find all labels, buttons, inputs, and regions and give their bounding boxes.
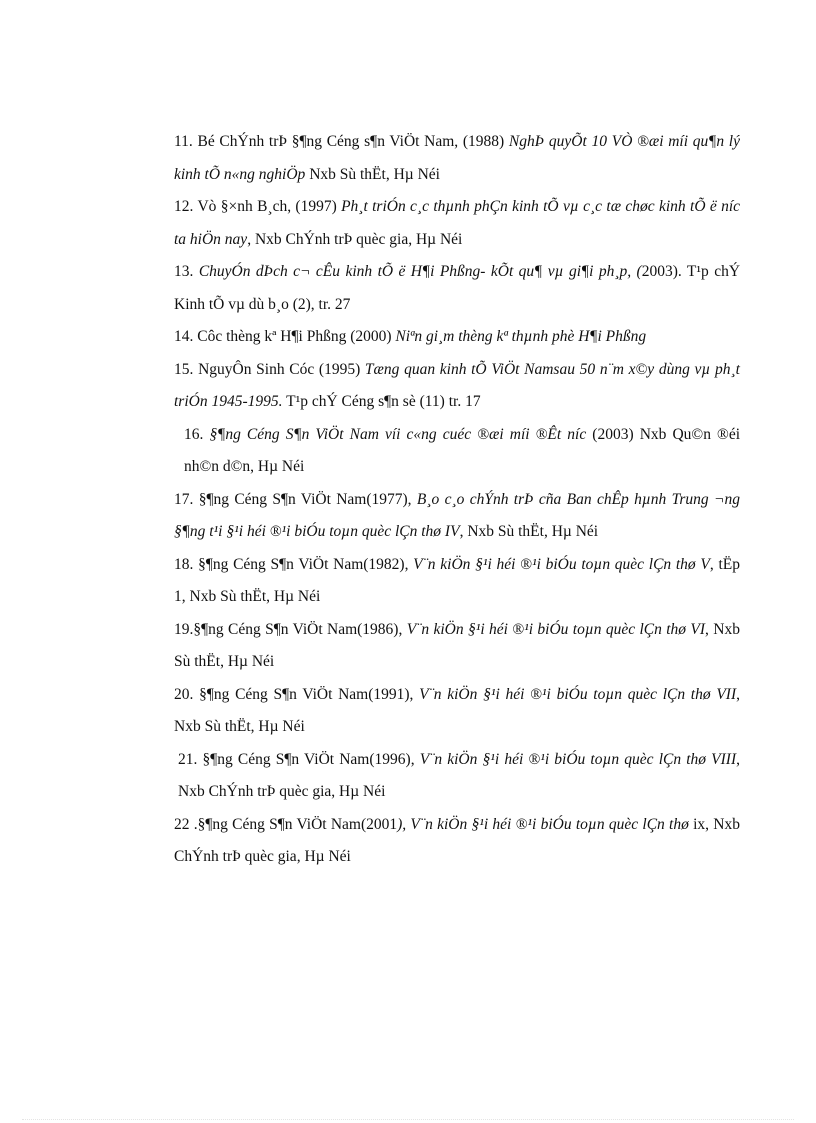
reference-tail: , Nxb ChÝnh trÞ quèc gia, Hµ Néi	[178, 750, 740, 800]
reference-item-19	[174, 614, 740, 679]
reference-title: §¶ng Céng S¶n ViÖt Nam víi c«ng cuéc ®æi míi ®Êt níc	[209, 425, 587, 443]
reference-tail: , tËp 1, Nxb Sù thËt, Hµ Néi	[174, 555, 740, 605]
reference-lead: 15. NguyÔn Sinh Cóc (1995)	[174, 360, 365, 378]
reference-title: NghÞ quyÕt 10 VÒ ®æi míi qu¶n lý kinh tÕ n«ng nghiÖp	[174, 133, 740, 183]
reference-title: V¨n kiÖn §¹i héi ®¹i biÓu toµn quèc lÇn thø VI	[406, 620, 706, 638]
reference-tail: , Nxb Sù thËt, Hµ Néi	[174, 620, 740, 670]
reference-item-14	[174, 321, 740, 354]
reference-lead: 22 .§¶ng Céng S¶n ViÖt Nam(2001	[174, 815, 398, 833]
reference-item-15	[174, 354, 740, 419]
reference-title: Tæng quan kinh tÕ ViÖt Namsau 50 n¨m x©y dùng vµ ph¸t triÓn 1945-1995.	[174, 360, 740, 410]
reference-tail: ix, Nxb ChÝnh trÞ quèc gia, Hµ Néi	[174, 815, 740, 865]
reference-title: B¸o c¸o chÝnh trÞ cña Ban chÊp hµnh Trung ¬ng §¶ng t¹i §¹i héi ®¹i biÓu toµn quèc lÇn thø IV	[174, 490, 740, 540]
reference-title: V¨n kiÖn §¹i héi ®¹i biÓu toµn quèc lÇn thø VIII	[419, 750, 737, 768]
reference-lead: 11. Bé ChÝnh trÞ §¶ng Céng s¶n ViÖt Nam, (1988)	[174, 133, 509, 150]
reference-item-17	[174, 484, 740, 549]
reference-tail: , Nxb ChÝnh trÞ quèc gia, Hµ Néi	[247, 230, 463, 248]
reference-title: ), V¨n kiÖn §¹i héi ®¹i biÓu toµn quèc lÇn thø	[397, 815, 694, 833]
reference-item-12	[174, 191, 740, 256]
reference-lead: 12. Vò §×nh B¸ch, (1997)	[174, 198, 342, 215]
reference-lead: 13.	[174, 263, 199, 280]
reference-item-20	[174, 679, 740, 744]
reference-tail: Nxb Sù thËt, Hµ Néi	[305, 165, 440, 183]
reference-title: V¨n kiÖn §¹i héi ®¹i biÓu toµn quèc lÇn thø V	[413, 555, 710, 573]
reference-title: Ph¸t triÓn c¸c thµnh phÇn kinh tÕ vµ c¸c tæ chøc kinh tÕ ë níc ta hiÖn nay	[174, 198, 741, 248]
reference-list	[174, 126, 740, 874]
reference-lead: 21. §¶ng Céng S¶n ViÖt Nam(1996),	[178, 750, 420, 768]
reference-tail: , Nxb Sù thËt, Hµ Néi	[459, 523, 599, 540]
reference-tail: (2003) Nxb Qu©n ®éi nh©n d©n, Hµ Néi	[184, 425, 741, 475]
reference-lead: 17. §¶ng Céng S¶n ViÖt Nam(1977),	[174, 490, 417, 508]
reference-title: ChuyÓn dÞch c¬ cÊu kinh tÕ ë H¶i Phßng- kÕt qu¶ vµ gi¶i ph¸p, (	[198, 263, 642, 280]
reference-item-16	[174, 419, 740, 484]
reference-item-11	[174, 126, 740, 191]
reference-lead: 18. §¶ng Céng S¶n ViÖt Nam(1982),	[174, 555, 414, 573]
reference-title: Niªn gi¸m thèng kª thµnh phè H¶i Phßng	[395, 328, 647, 345]
reference-lead: 19.§¶ng Céng S¶n ViÖt Nam(1986),	[174, 620, 407, 638]
reference-lead: 20. §¶ng Céng S¶n ViÖt Nam(1991),	[174, 685, 420, 703]
reference-item-22	[174, 809, 740, 874]
reference-lead: 14. Côc thèng kª H¶i Phßng (2000)	[174, 328, 396, 345]
reference-item-18	[174, 549, 740, 614]
reference-tail: T¹p chÝ Céng s¶n sè (11) tr. 17	[282, 393, 481, 410]
reference-tail: 2003). T¹p chÝ Kinh tÕ vµ dù b¸o (2), tr. 27	[174, 263, 741, 313]
reference-title: V¨n kiÖn §¹i héi ®¹i biÓu toµn quèc lÇn thø VII	[419, 685, 737, 703]
reference-item-13	[174, 256, 740, 321]
page-bottom-divider	[22, 1119, 794, 1120]
reference-tail: , Nxb Sù thËt, Hµ Néi	[174, 685, 740, 735]
reference-lead: 16.	[184, 425, 210, 443]
reference-item-21	[174, 744, 740, 809]
